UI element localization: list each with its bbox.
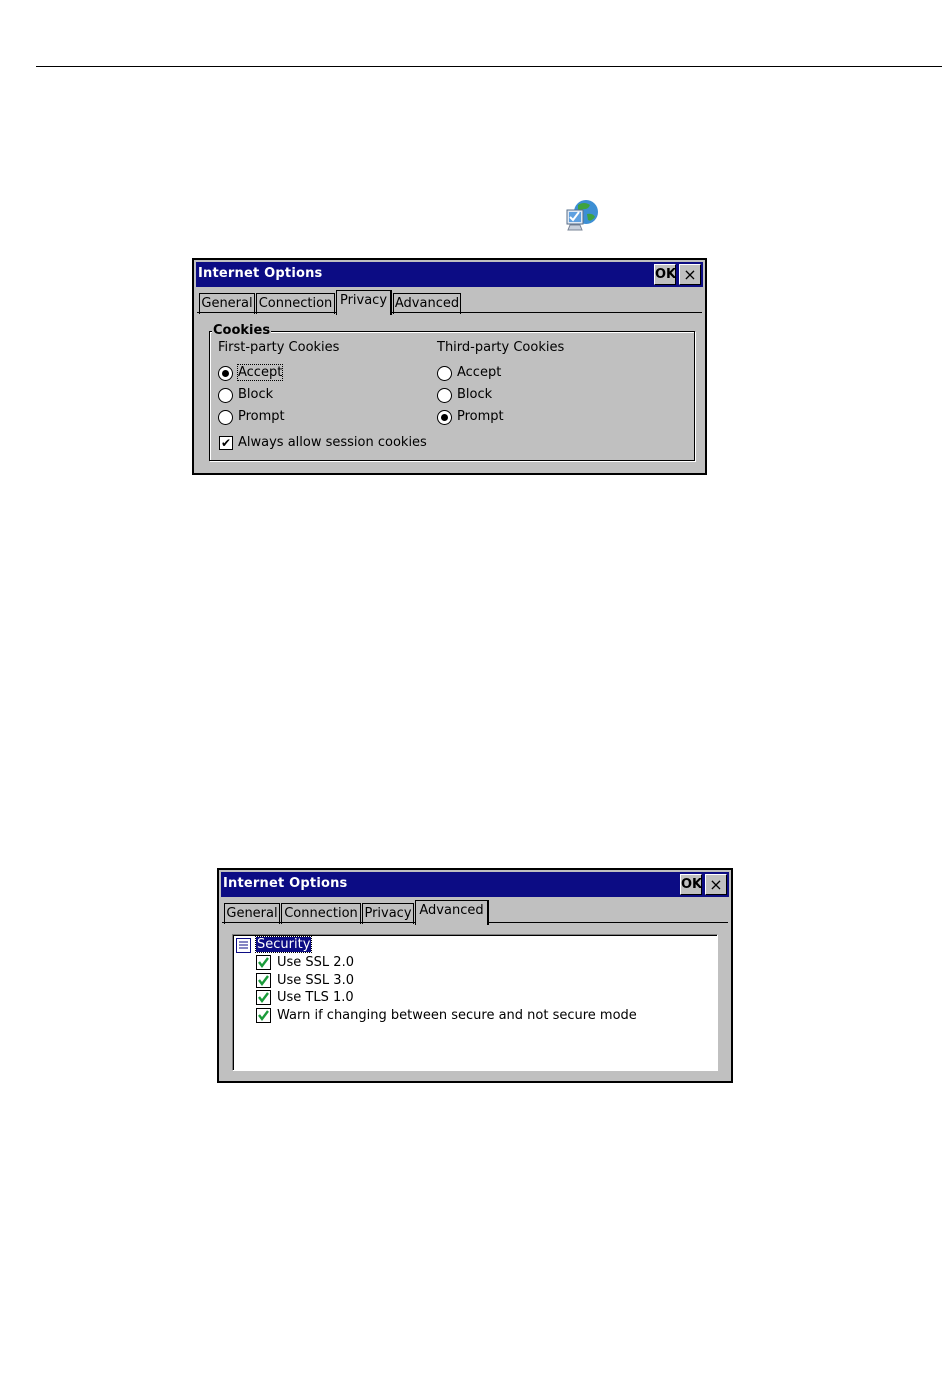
check-icon [257,991,270,1004]
use-ssl3-checkbox[interactable] [256,973,271,988]
internet-options-icon [562,197,600,235]
advanced-settings-tree[interactable] [232,934,718,1071]
third-party-header: Third-party Cookies [437,340,565,355]
first-party-prompt-radio[interactable] [218,410,233,425]
close-button[interactable]: × [705,874,727,895]
tab-connection[interactable]: Connection [281,903,361,924]
ok-button[interactable]: OK [680,874,702,895]
first-party-block-label[interactable]: Block [238,387,274,402]
warn-secure-mode-checkbox[interactable] [256,1008,271,1023]
tab-advanced[interactable]: Advanced [393,293,461,314]
cookies-group [209,323,695,461]
dialog-title: Internet Options [223,876,348,891]
tree-item-label[interactable]: Use TLS 1.0 [277,990,354,1005]
cookies-group-label: Cookies [213,323,271,338]
third-party-accept-label[interactable]: Accept [457,365,502,380]
tab-privacy[interactable]: Privacy [362,903,414,924]
category-icon [236,938,251,953]
page-header-rule [36,66,942,67]
third-party-prompt-label[interactable]: Prompt [457,409,504,424]
check-icon [257,1009,270,1022]
third-party-block-radio[interactable] [437,388,452,403]
title-bar [221,872,729,897]
ok-button[interactable]: OK [654,264,676,285]
internet-options-dialog-advanced [217,868,733,1083]
first-party-header: First-party Cookies [218,340,340,355]
tab-connection[interactable]: Connection [256,293,335,314]
session-cookies-checkbox[interactable]: ✔ [220,436,232,450]
tree-root-security[interactable]: Security [257,937,311,952]
check-icon [257,956,270,969]
third-party-accept-radio[interactable] [437,366,452,381]
first-party-prompt-label[interactable]: Prompt [238,409,285,424]
internet-options-dialog-privacy [192,258,707,475]
tree-item-label[interactable]: Use SSL 2.0 [277,955,354,970]
use-tls1-checkbox[interactable] [256,990,271,1005]
first-party-accept-label[interactable]: Accept [238,365,283,380]
first-party-block-radio[interactable] [218,388,233,403]
tab-general[interactable]: General [224,903,280,924]
tab-privacy[interactable]: Privacy [336,290,392,315]
close-button[interactable]: × [679,264,701,285]
tab-general[interactable]: General [199,293,255,314]
privacy-panel [197,312,702,470]
tab-advanced[interactable]: Advanced [415,900,489,925]
first-party-accept-radio[interactable] [218,366,233,381]
use-ssl2-checkbox[interactable] [256,955,271,970]
session-cookies-label[interactable]: Always allow session cookies [238,435,427,450]
third-party-prompt-radio[interactable] [437,410,452,425]
title-bar [196,262,703,287]
check-icon [257,974,270,987]
tree-item-label[interactable]: Warn if changing between secure and not secure mode [277,1008,637,1023]
third-party-block-label[interactable]: Block [457,387,493,402]
dialog-title: Internet Options [198,266,323,281]
tree-item-label[interactable]: Use SSL 3.0 [277,973,354,988]
